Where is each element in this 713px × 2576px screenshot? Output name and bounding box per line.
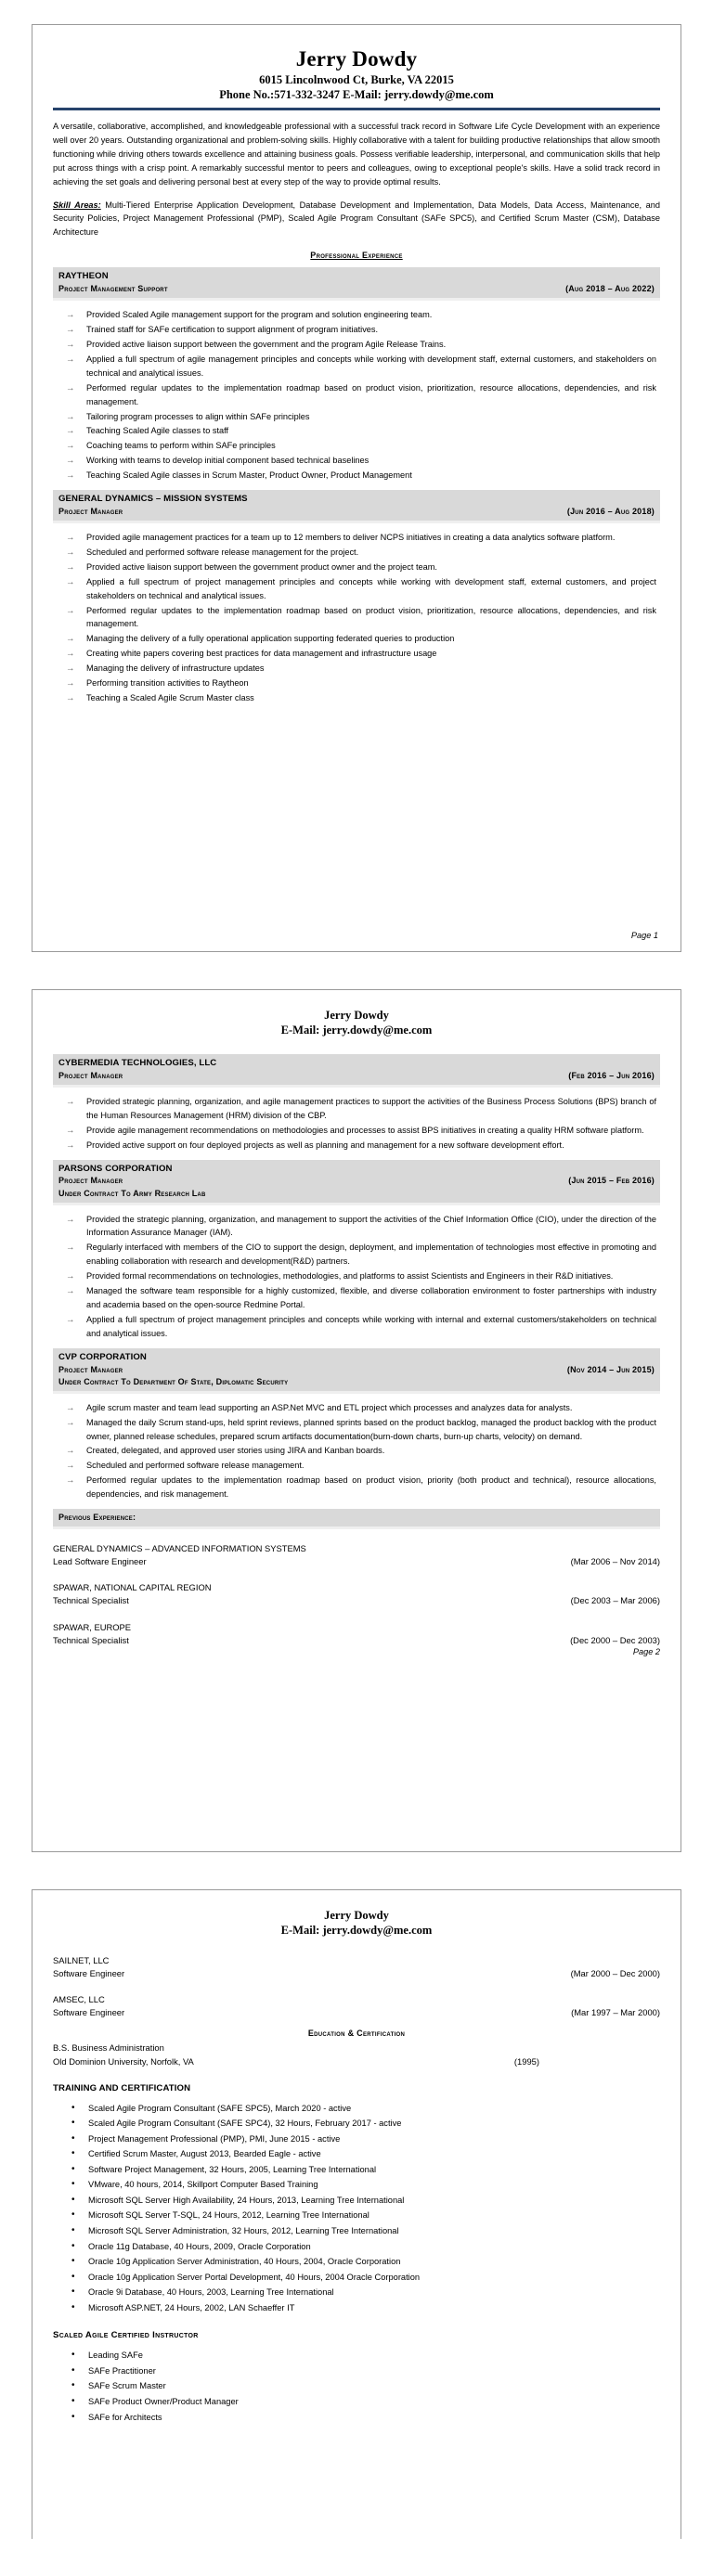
prev-org: SAILNET, LLC bbox=[53, 1955, 110, 1965]
course-item: SAFe Practitioner bbox=[88, 2365, 156, 2376]
list-item bbox=[70, 2410, 656, 2426]
bullet-text: Teaching Scaled Agile classes in Scrum Master, Product Owner, Product Management bbox=[86, 470, 412, 481]
arrow-bullet-icon: → bbox=[66, 1140, 75, 1151]
arrow-bullet-icon: → bbox=[66, 1214, 75, 1225]
page-footer-1: Page 1 bbox=[630, 931, 658, 940]
prev-org: SPAWAR, EUROPE bbox=[53, 1621, 132, 1632]
bullet-text: Managing the delivery of infrastructure updates bbox=[86, 663, 265, 674]
course-item: SAFe Scrum Master bbox=[88, 2381, 166, 2391]
list-item bbox=[66, 575, 656, 603]
list-item bbox=[66, 647, 656, 661]
list-item bbox=[66, 1459, 656, 1473]
prev-org: AMSEC, LLC bbox=[53, 1994, 105, 2005]
training-item: VMware, 40 hours, 2014, Skillport Computer Based Training bbox=[88, 2180, 318, 2190]
section-training-certification: TRAINING AND CERTIFICATION bbox=[53, 2082, 191, 2093]
training-item: Scaled Agile Program Consultant (SAFE SPC4), 32 Hours, February 2017 - active bbox=[88, 2119, 402, 2129]
list-item bbox=[66, 439, 656, 453]
prev-dates: (Mar 2006 – Nov 2014) bbox=[570, 1556, 660, 1567]
disc-bullet-icon: • bbox=[71, 2118, 75, 2129]
arrow-bullet-icon: → bbox=[66, 426, 75, 437]
list-item bbox=[70, 2285, 656, 2300]
disc-bullet-icon: • bbox=[71, 2364, 75, 2376]
arrow-bullet-icon: → bbox=[66, 382, 75, 393]
bullet-text: Performed regular updates to the implementation roadmap based on product vision, prioritization, resource allocations, dependencies, and risk management. bbox=[86, 382, 656, 406]
job-dates: (Feb 2016 – Jun 2016) bbox=[568, 1070, 655, 1080]
list-item bbox=[70, 2239, 656, 2255]
bullet-text: Created, delegated, and approved user stories using JIRA and Kanban boards. bbox=[86, 1446, 385, 1456]
arrow-bullet-icon: → bbox=[66, 1475, 75, 1487]
bullet-text: Provided agile management practices for a team up to 12 members to deliver NCPS initiatives in creating a data analytics software platform. bbox=[86, 533, 616, 543]
bullet-text: Managed the daily Scrum stand-ups, held sprint reviews, planned sprints based on the product backlog, managed the product backlog with the product owner, planned release schedules, prepared scrum artifacts documentation(burn-down charts, burn-up charts, velocity) on demand. bbox=[86, 1417, 656, 1441]
job-role: Project Manager bbox=[58, 1176, 123, 1186]
disc-bullet-icon: • bbox=[71, 2350, 75, 2361]
page2-email: E-Mail: jerry.dowdy@me.com bbox=[280, 1024, 433, 1037]
arrow-bullet-icon: → bbox=[66, 561, 75, 573]
job-bullets-parsons bbox=[53, 1213, 660, 1341]
list-item bbox=[66, 1313, 656, 1341]
job-company: GENERAL DYNAMICS – MISSION SYSTEMS bbox=[58, 494, 248, 505]
address-line: 6015 Lincolnwood Ct, Burke, VA 22015 bbox=[259, 73, 454, 86]
list-item bbox=[66, 604, 656, 632]
arrow-bullet-icon: → bbox=[66, 576, 75, 587]
job-header-raytheon bbox=[53, 267, 660, 301]
skill-areas-label: Skill Areas: bbox=[53, 200, 101, 210]
job-role: Project Manager bbox=[58, 506, 123, 516]
bullet-text: Coaching teams to perform within SAFe principles bbox=[86, 441, 276, 451]
resume-page-1 bbox=[32, 24, 681, 952]
disc-bullet-icon: • bbox=[71, 2271, 75, 2282]
arrow-bullet-icon: → bbox=[66, 1461, 75, 1472]
job-role-row bbox=[58, 1175, 655, 1187]
prev-role: Lead Software Engineer bbox=[53, 1556, 147, 1567]
arrow-bullet-icon: → bbox=[66, 547, 75, 558]
list-item bbox=[66, 308, 656, 322]
training-item: Certified Scrum Master, August 2013, Bearded Eagle - active bbox=[88, 2149, 321, 2159]
arrow-bullet-icon: → bbox=[66, 1243, 75, 1254]
resume-page-2 bbox=[32, 989, 681, 1852]
training-item: Microsoft SQL Server T-SQL, 24 Hours, 2012, Learning Tree International bbox=[88, 2210, 369, 2221]
list-item bbox=[66, 632, 656, 646]
bullet-text: Scheduled and performed software release management for the project. bbox=[86, 547, 359, 557]
course-item: SAFe Product Owner/Product Manager bbox=[88, 2396, 239, 2406]
page-footer-2: Page 2 bbox=[632, 1646, 660, 1656]
job-bullets-raytheon bbox=[53, 308, 660, 483]
bullet-text: Regularly interfaced with members of the CIO to support the design, deployment, and implementation of technologies most effective in promoting and enabling collaboration with research and development(R&D) partners. bbox=[86, 1243, 656, 1267]
bullet-text: Provided the strategic planning, organization, and management to support the activities of the Chief Information Office (CIO), under the direction of the Information Assurance Manager (IAM). bbox=[86, 1214, 656, 1238]
bullet-text: Managing the delivery of a fully operational application supporting federated queries to production bbox=[86, 634, 455, 644]
arrow-bullet-icon: → bbox=[66, 634, 75, 645]
previous-entry-gdais bbox=[53, 1542, 660, 1568]
disc-bullet-icon: • bbox=[71, 2163, 75, 2174]
course-item: Leading SAFe bbox=[88, 2351, 143, 2361]
disc-bullet-icon: • bbox=[71, 2225, 75, 2236]
disc-bullet-icon: • bbox=[71, 2194, 75, 2205]
training-item: Oracle 10g Application Server Portal Development, 40 Hours, 2004 Oracle Corporation bbox=[88, 2272, 421, 2282]
education-school-row bbox=[53, 2055, 660, 2068]
section-previous-experience bbox=[53, 1509, 660, 1529]
list-item bbox=[66, 546, 656, 560]
page3-email: E-Mail: jerry.dowdy@me.com bbox=[280, 1924, 433, 1937]
page2-name: Jerry Dowdy bbox=[324, 1009, 389, 1022]
list-item bbox=[66, 1095, 656, 1123]
bullet-text: Provide agile management recommendations on methodologies and processes to assist BPS initiatives in creating a quality HRM software platform. bbox=[86, 1125, 644, 1135]
training-item: Microsoft SQL Server Administration, 32 Hours, 2012, Learning Tree International bbox=[88, 2226, 399, 2236]
prev-role-row bbox=[53, 1555, 660, 1568]
bullet-text: Teaching Scaled Agile classes to staff bbox=[86, 426, 229, 436]
skill-areas bbox=[53, 199, 660, 240]
prev-role: Software Engineer bbox=[53, 1968, 125, 1979]
job-dates: (Aug 2018 – Aug 2022) bbox=[565, 284, 655, 294]
list-item bbox=[66, 1139, 656, 1153]
bullet-text: Provided active liaison support between the government and the program Agile Release Trains. bbox=[86, 340, 447, 350]
skill-areas-text: Multi-Tiered Enterprise Application Development, Database Development and Implementation, Data Models, Data Access, Maintenance, and Security Policies, Project Management Professional (PMP), Scaled Agile Program Consultant (SAFe SPC5), and Certified Scrum Master (CSM), Database Architecture bbox=[53, 200, 660, 238]
section-education-certification: Education & Certification bbox=[307, 2029, 406, 2039]
bullet-text: Provided active support on four deployed projects as well as planning and management for a new software development effort. bbox=[86, 1140, 564, 1150]
list-item bbox=[66, 454, 656, 468]
disc-bullet-icon: • bbox=[71, 2286, 75, 2298]
bullet-text: Applied a full spectrum of project management principles and concepts while working with internal and external customers/stakeholders on technical and analytical issues. bbox=[86, 1314, 656, 1338]
prev-role-row bbox=[53, 2006, 660, 2019]
bullet-text: Provided formal recommendations on technologies, methodologies, and platforms to assist Scientists and Engineers in their R&D initiatives. bbox=[86, 1271, 614, 1282]
list-item bbox=[66, 1213, 656, 1241]
previous-entry-sailnet bbox=[53, 1954, 660, 1980]
resume-document bbox=[0, 24, 713, 2539]
job-dates: (Jun 2015 – Feb 2016) bbox=[568, 1176, 655, 1186]
list-item bbox=[70, 2146, 656, 2162]
header-divider bbox=[53, 108, 660, 110]
list-item bbox=[66, 381, 656, 409]
arrow-bullet-icon: → bbox=[66, 340, 75, 351]
bullet-text: Applied a full spectrum of project management principles and concepts while working with development staff, external customers, and project stakeholders on technical and analytical issues. bbox=[86, 576, 656, 600]
course-item: SAFe for Architects bbox=[88, 2412, 162, 2422]
resume-page-3 bbox=[32, 1889, 681, 2539]
list-item bbox=[70, 2223, 656, 2239]
training-list bbox=[53, 2101, 660, 2316]
disc-bullet-icon: • bbox=[71, 2132, 75, 2144]
list-item bbox=[70, 2101, 656, 2117]
training-item: Project Management Professional (PMP), PMI, June 2015 - active bbox=[88, 2133, 341, 2144]
arrow-bullet-icon: → bbox=[66, 1271, 75, 1282]
list-item bbox=[66, 424, 656, 438]
job-role: Project Manager bbox=[58, 1364, 123, 1374]
list-item bbox=[70, 2348, 656, 2363]
bullet-text: Trained staff for SAFe certification to support alignment of program initiatives. bbox=[86, 325, 379, 335]
bullet-text: Scheduled and performed software release management. bbox=[86, 1461, 305, 1471]
job-role-row bbox=[58, 1364, 655, 1376]
job-header-general-dynamics-mission-systems bbox=[53, 490, 660, 523]
disc-bullet-icon: • bbox=[71, 2411, 75, 2422]
bullet-text: Teaching a Scaled Agile Scrum Master class bbox=[86, 693, 254, 702]
arrow-bullet-icon: → bbox=[66, 1417, 75, 1428]
bullet-text: Provided strategic planning, organization, and agile management practices to support the activities of the Business Process Solutions (BPS) branch of the Human Resources Management (HRM) division of the CBP. bbox=[86, 1096, 656, 1120]
training-item: Oracle 9i Database, 40 Hours, 2003, Learning Tree International bbox=[88, 2287, 334, 2298]
job-contract: Under Contract To Department Of State, Diplomatic Security bbox=[58, 1376, 289, 1386]
disc-bullet-icon: • bbox=[71, 2102, 75, 2113]
arrow-bullet-icon: → bbox=[66, 693, 75, 703]
job-dates: (Nov 2014 – Jun 2015) bbox=[566, 1364, 655, 1374]
education-entry bbox=[53, 2041, 660, 2067]
prev-dates: (Dec 2003 – Mar 2006) bbox=[570, 1595, 660, 1606]
job-company: RAYTHEON bbox=[58, 271, 109, 282]
list-item bbox=[70, 2162, 656, 2178]
list-item bbox=[66, 1401, 656, 1415]
job-company: CYBERMEDIA TECHNOLOGIES, LLC bbox=[58, 1058, 217, 1068]
arrow-bullet-icon: → bbox=[66, 1125, 75, 1136]
education-school: Old Dominion University, Norfolk, VA bbox=[53, 2055, 194, 2067]
arrow-bullet-icon: → bbox=[66, 470, 75, 482]
job-company: CVP CORPORATION bbox=[58, 1351, 147, 1362]
job-role: Project Management Support bbox=[58, 284, 168, 294]
bullet-text: Agile scrum master and team lead supporting an ASP.Net MVC and ETL project which processes and analyzes data for analysts. bbox=[86, 1402, 573, 1412]
prev-role-row bbox=[53, 1594, 660, 1607]
list-item bbox=[70, 2254, 656, 2270]
list-item bbox=[66, 323, 656, 337]
disc-bullet-icon: • bbox=[71, 2395, 75, 2406]
job-bullets-cvp bbox=[53, 1401, 660, 1501]
prev-org: SPAWAR, NATIONAL CAPITAL REGION bbox=[53, 1582, 212, 1593]
prev-org: GENERAL DYNAMICS – ADVANCED INFORMATION SYSTEMS bbox=[53, 1543, 306, 1554]
training-item: Software Project Management, 32 Hours, 2005, Learning Tree International bbox=[88, 2164, 377, 2174]
arrow-bullet-icon: → bbox=[66, 663, 75, 675]
bullet-text: Working with teams to develop initial component based technical baselines bbox=[86, 456, 369, 466]
disc-bullet-icon: • bbox=[71, 2256, 75, 2267]
job-role-row bbox=[58, 283, 655, 295]
prev-role-row bbox=[53, 1634, 660, 1647]
prev-role: Technical Specialist bbox=[53, 1595, 129, 1606]
list-item bbox=[66, 1269, 656, 1283]
training-item: Oracle 11g Database, 40 Hours, 2009, Oracle Corporation bbox=[88, 2241, 311, 2251]
arrow-bullet-icon: → bbox=[66, 1402, 75, 1413]
bullet-text: Tailoring program processes to align within SAFe principles bbox=[86, 411, 310, 421]
job-header-cvp bbox=[53, 1348, 660, 1394]
list-item bbox=[66, 662, 656, 676]
previous-entry-spawar-europe bbox=[53, 1621, 660, 1647]
arrow-bullet-icon: → bbox=[66, 649, 75, 660]
bullet-text: Managed the software team responsible for a highly customized, flexible, and diverse collaboration environment to foster partnerships with industry and academia based on the open-source Redmine Portal. bbox=[86, 1286, 656, 1310]
arrow-bullet-icon: → bbox=[66, 456, 75, 467]
list-item bbox=[66, 1284, 656, 1312]
page3-name: Jerry Dowdy bbox=[324, 1909, 389, 1922]
arrow-bullet-icon: → bbox=[66, 310, 75, 321]
list-item bbox=[70, 2300, 656, 2316]
job-role: Project Manager bbox=[58, 1070, 123, 1080]
job-role-row bbox=[58, 506, 655, 518]
job-header-parsons bbox=[53, 1160, 660, 1205]
list-item bbox=[66, 1241, 656, 1269]
job-contract: Under Contract To Army Research Lab bbox=[58, 1188, 206, 1198]
arrow-bullet-icon: → bbox=[66, 441, 75, 452]
list-item bbox=[70, 2116, 656, 2132]
list-item bbox=[66, 353, 656, 380]
list-item bbox=[70, 2132, 656, 2147]
previous-entry-spawar-ncr bbox=[53, 1581, 660, 1607]
disc-bullet-icon: • bbox=[71, 2240, 75, 2251]
list-item bbox=[70, 2270, 656, 2286]
disc-bullet-icon: • bbox=[71, 2209, 75, 2221]
arrow-bullet-icon: → bbox=[66, 1096, 75, 1107]
disc-bullet-icon: • bbox=[71, 2179, 75, 2190]
instructor-course-list bbox=[53, 2348, 660, 2425]
list-item bbox=[70, 2363, 656, 2379]
job-bullets-cybermedia bbox=[53, 1095, 660, 1153]
disc-bullet-icon: • bbox=[71, 2301, 75, 2312]
list-item bbox=[66, 560, 656, 574]
list-item bbox=[66, 691, 656, 705]
education-year: (1995) bbox=[513, 2055, 539, 2067]
list-item bbox=[66, 338, 656, 352]
list-item bbox=[66, 1474, 656, 1501]
section-scaled-agile-instructor: Scaled Agile Certified Instructor bbox=[53, 2330, 199, 2341]
list-item bbox=[70, 2177, 656, 2193]
arrow-bullet-icon: → bbox=[66, 411, 75, 422]
arrow-bullet-icon: → bbox=[66, 354, 75, 365]
bullet-text: Performing transition activities to Raytheon bbox=[86, 678, 249, 689]
arrow-bullet-icon: → bbox=[66, 1446, 75, 1457]
prev-dates: (Mar 1997 – Mar 2000) bbox=[571, 2007, 660, 2018]
bullet-text: Provided active liaison support between the government product owner and the project team. bbox=[86, 561, 437, 572]
list-item bbox=[70, 2208, 656, 2223]
bullet-text: Performed regular updates to the implementation roadmap based on product vision, prioritization, resource allocations, dependencies, and risk management. bbox=[86, 605, 656, 629]
job-bullets-general-dynamics bbox=[53, 531, 660, 705]
list-item bbox=[66, 1124, 656, 1138]
job-company: PARSONS CORPORATION bbox=[58, 1163, 173, 1174]
previous-entry-amsec bbox=[53, 1993, 660, 2019]
arrow-bullet-icon: → bbox=[66, 1286, 75, 1297]
arrow-bullet-icon: → bbox=[66, 325, 75, 336]
section-professional-experience: Professional Experience bbox=[310, 251, 403, 261]
previous-experience-label: Previous Experience: bbox=[58, 1513, 136, 1523]
bullet-text: Performed regular updates to the implementation roadmap based on product vision, priority (both product and technical), resource allocations, dependencies, and risk management. bbox=[86, 1475, 656, 1500]
disc-bullet-icon: • bbox=[71, 2380, 75, 2391]
prev-dates: (Mar 2000 – Dec 2000) bbox=[570, 1968, 660, 1979]
prev-role: Technical Specialist bbox=[53, 1634, 129, 1645]
job-role-row bbox=[58, 1070, 655, 1082]
arrow-bullet-icon: → bbox=[66, 533, 75, 544]
bullet-text: Provided Scaled Agile management support for the program and solution engineering team. bbox=[86, 310, 433, 320]
arrow-bullet-icon: → bbox=[66, 678, 75, 689]
training-item: Oracle 10g Application Server Administration, 40 Hours, 2004, Oracle Corporation bbox=[88, 2257, 401, 2267]
training-item: Microsoft ASP.NET, 24 Hours, 2002, LAN Schaeffer IT bbox=[88, 2302, 295, 2312]
contact-line: Phone No.:571-332-3247 E-Mail: jerry.dowdy@me.com bbox=[219, 88, 494, 101]
prev-dates: (Dec 2000 – Dec 2003) bbox=[570, 1634, 660, 1645]
training-item: Scaled Agile Program Consultant (SAFE SPC5), March 2020 - active bbox=[88, 2103, 352, 2113]
list-item bbox=[66, 410, 656, 424]
education-degree: B.S. Business Administration bbox=[53, 2042, 164, 2054]
bullet-text: Applied a full spectrum of agile management principles and concepts while working with development staff, external customers, and stakeholders on technical and analytical issues. bbox=[86, 354, 656, 378]
list-item bbox=[66, 531, 656, 545]
list-item bbox=[66, 676, 656, 690]
job-dates: (Jun 2016 – Aug 2018) bbox=[566, 506, 655, 516]
list-item bbox=[70, 2193, 656, 2209]
list-item bbox=[66, 469, 656, 483]
training-item: Microsoft SQL Server High Availability, 24 Hours, 2013, Learning Tree International bbox=[88, 2195, 405, 2205]
job-header-cybermedia bbox=[53, 1054, 660, 1088]
arrow-bullet-icon: → bbox=[66, 605, 75, 616]
list-item bbox=[66, 1444, 656, 1458]
professional-summary: A versatile, collaborative, accomplished, and knowledgeable professional with a successful track record in Software Life Cycle Development with an experience well over 20 years. Outstanding organizational and problem-solving skills. Highly collaborative with a talent for building productive relationships that allow smooth functioning while driving others towards excellence and attaining business goals. Possess verifiable leadership, interpersonal, and communication skills that help put across things with a crisp point. A remarkably successful mentor to peers and colleagues, owing to exceptional people's skills. Have a solid track record in achieving the set goals and delivering personal best at every step of the way to provide optimal results. bbox=[53, 122, 660, 187]
page-title: Jerry Dowdy bbox=[295, 47, 418, 71]
prev-role-row bbox=[53, 1967, 660, 1980]
list-item bbox=[70, 2378, 656, 2394]
bullet-text: Creating white papers covering best practices for data management and infrastructure usage bbox=[86, 649, 437, 659]
list-item bbox=[70, 2394, 656, 2410]
list-item bbox=[66, 1416, 656, 1444]
arrow-bullet-icon: → bbox=[66, 1314, 75, 1325]
disc-bullet-icon: • bbox=[71, 2148, 75, 2159]
prev-role: Software Engineer bbox=[53, 2007, 125, 2018]
